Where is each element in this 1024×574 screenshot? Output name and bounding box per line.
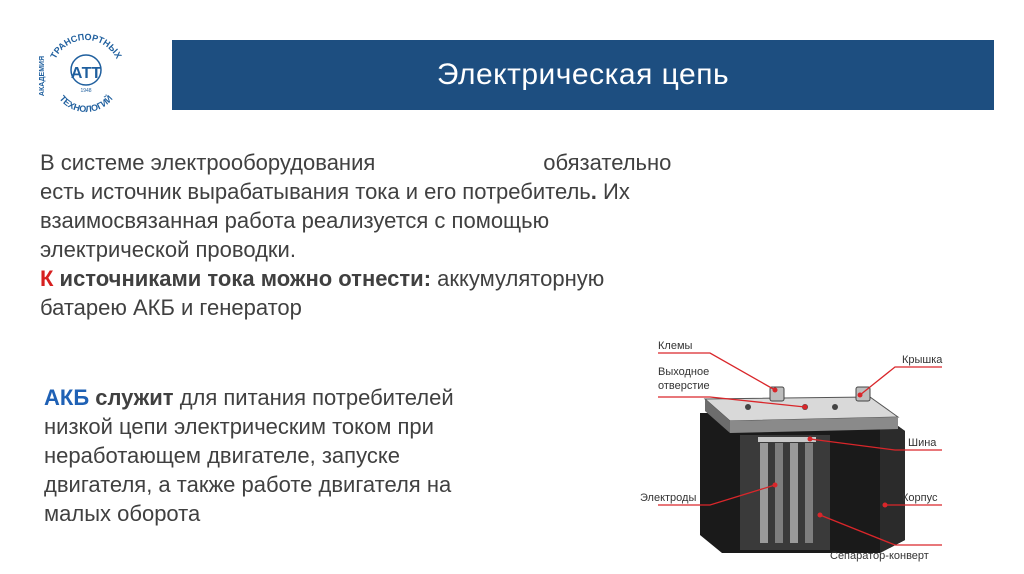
label-electrodes: Электроды <box>640 492 697 504</box>
label-vent-2: отверстие <box>658 380 710 392</box>
svg-text:ТРАНСПОРТНЫХ <box>48 32 123 60</box>
label-bus: Шина <box>908 437 937 449</box>
electrode-plate <box>790 443 798 543</box>
text-line: взаимосвязанная работа реализуется с помощью <box>40 208 550 233</box>
text-fragment: обязательно <box>543 150 672 175</box>
label-case: Корпус <box>902 492 938 504</box>
text-fragment: аккумуляторную <box>431 266 605 291</box>
text-line: батарею АКБ и генератор <box>40 295 302 320</box>
text-line <box>40 264 740 293</box>
logo-top-text: ТРАНСПОРТНЫХ <box>48 31 124 61</box>
intro-paragraph <box>40 148 740 322</box>
title-bar <box>172 40 994 110</box>
logo-year: 1948 <box>80 88 92 94</box>
battery-side <box>880 413 905 553</box>
highlight-red: К <box>40 266 54 291</box>
highlight-bold: служит <box>89 385 174 410</box>
academy-logo <box>30 18 142 130</box>
akb-paragraph <box>44 383 544 528</box>
electrode-plate <box>760 443 768 543</box>
battery-diagram <box>630 335 970 567</box>
highlight-blue: АКБ <box>44 385 90 410</box>
vent-cap <box>832 404 838 410</box>
text-fragment: Их <box>596 179 630 204</box>
label-vent-1: Выходное <box>658 366 710 378</box>
text-fragment: для питания потребителей <box>173 385 454 410</box>
text-line <box>44 383 544 412</box>
logo-center-text: АТТ <box>70 65 102 82</box>
page-title: Электрическая цепь <box>436 58 730 91</box>
label-lid: Крышка <box>902 354 943 366</box>
text-line: электрической проводки. <box>40 237 296 262</box>
text-line <box>40 148 740 177</box>
text-fragment: В системе электрооборудования <box>40 150 376 175</box>
text-line: низкой цепи электрическим током при <box>44 414 434 439</box>
text-fragment: есть источник вырабатывания тока и его потребитель <box>40 179 591 204</box>
text-line: неработающем двигателе, запуске <box>44 443 400 468</box>
text-line: двигателя, а также работе двигателя на <box>44 472 452 497</box>
text-fragment: . <box>590 179 597 204</box>
svg-text:ТЕХНОЛОГИЙ <box>57 93 114 115</box>
label-separator: Сепаратор-конверт <box>830 550 929 562</box>
battery-interior <box>740 435 830 550</box>
text-line: малых оборота <box>44 501 201 526</box>
logo-bottom-text: ТЕХНОЛОГИЙ <box>57 93 115 115</box>
vent-cap <box>745 404 751 410</box>
highlight-bold: источниками тока можно отнести: <box>53 266 432 291</box>
label-klemy: Клемы <box>658 340 693 352</box>
electrode-plate <box>775 443 783 543</box>
bus-bar <box>758 437 816 442</box>
logo-left-text: АКАДЕМИЯ <box>39 55 46 97</box>
electrode-plate <box>805 443 813 543</box>
text-line <box>40 177 740 206</box>
